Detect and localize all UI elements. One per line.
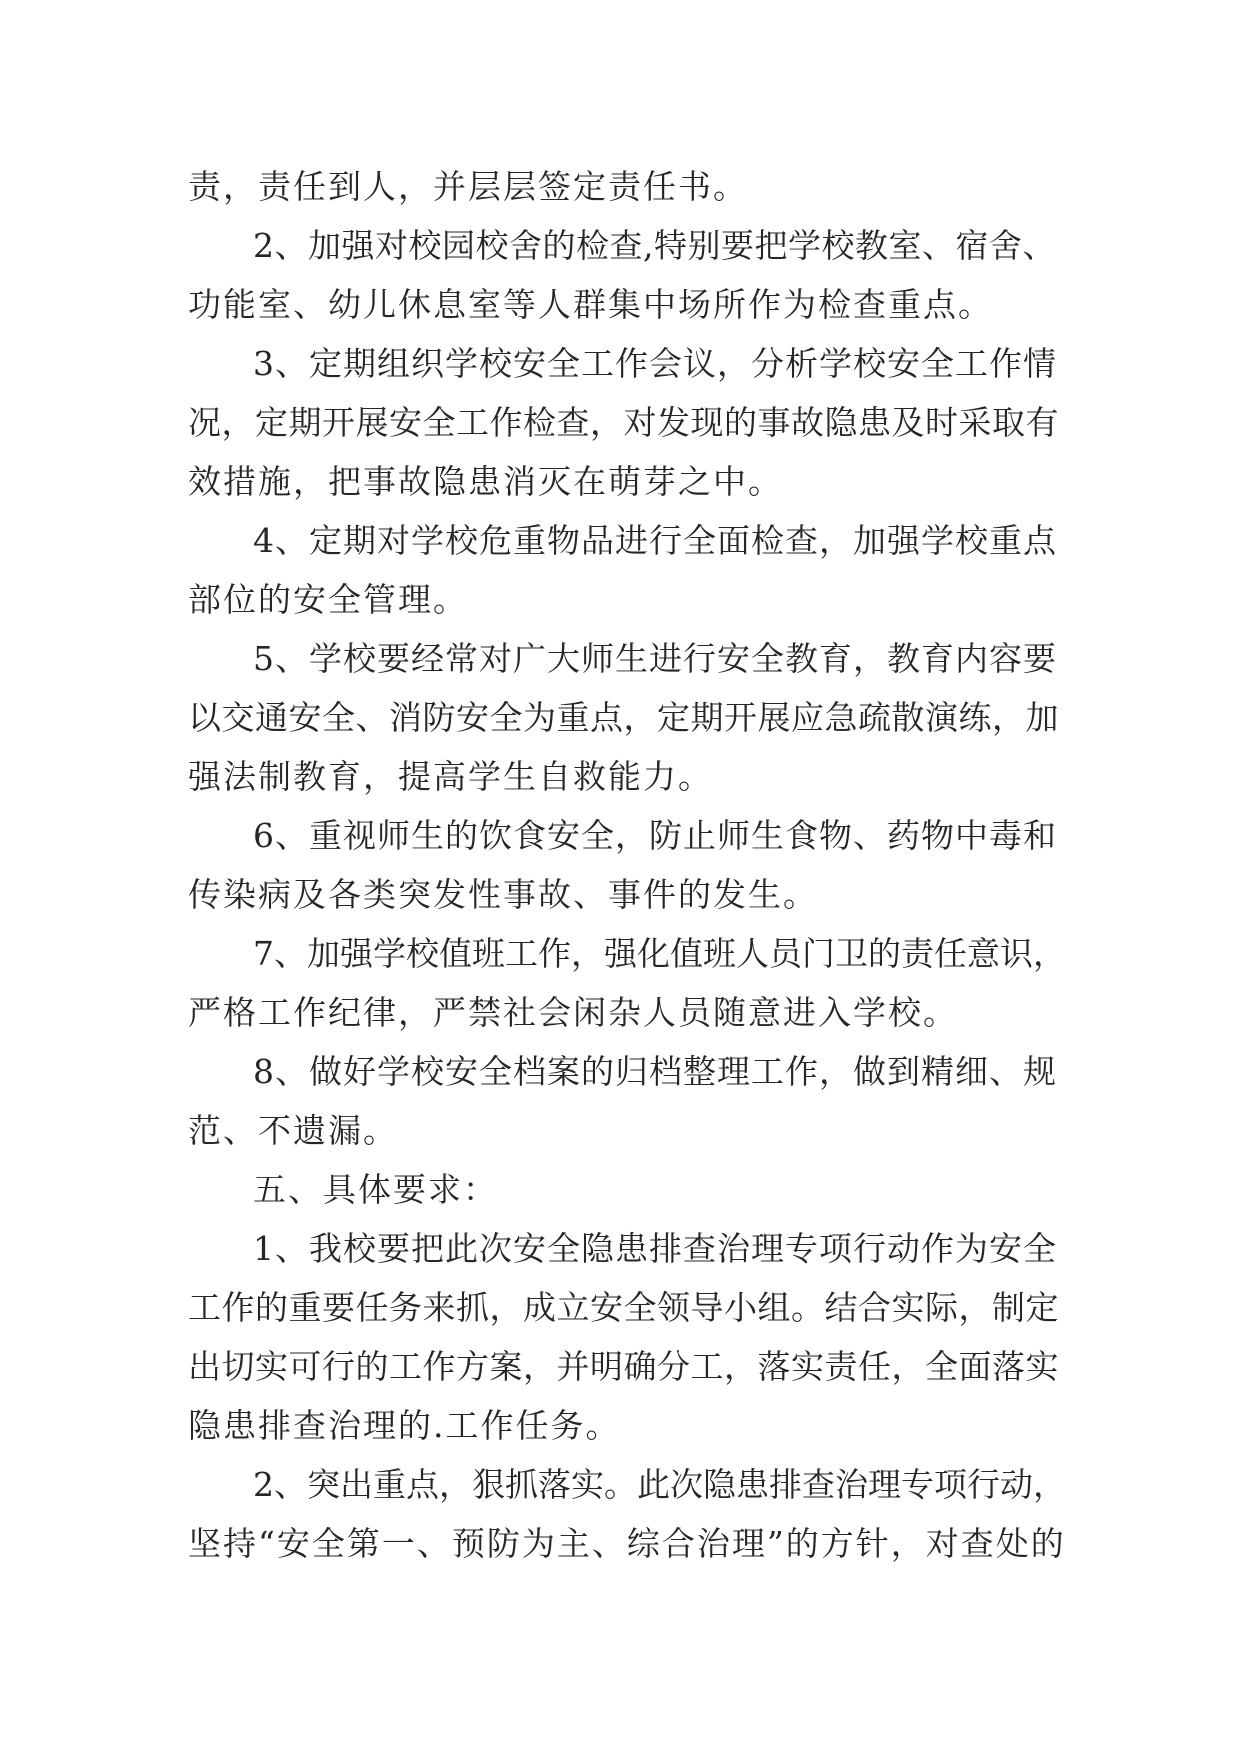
text-line: 3、定期组织学校安全工作会议，分析学校安全工作情 (253, 344, 1057, 383)
text-line: 强法制教育，提高学生自救能力。 (188, 757, 713, 796)
text-line: 5、学校要经常对广大师生进行安全教育，教育内容要 (253, 639, 1057, 678)
text-line: 传染病及各类突发性事故、事件的发生。 (188, 875, 818, 914)
text-line: 出切实可行的工作方案，并明确分工，落实责任，全面落实 (188, 1347, 1059, 1386)
text-line: 坚持“安全第一、预防为主、综合治理”的方针，对查处的 (188, 1524, 1066, 1563)
text-line: 工作的重要任务来抓，成立安全领导小组。结合实际，制定 (188, 1288, 1059, 1327)
text-line: 2、加强对校园校舍的检查,特别要把学校教室、宿舍、 (253, 226, 1056, 265)
text-line: 范、不遗漏。 (188, 1111, 398, 1150)
text-line: 部位的安全管理。 (188, 580, 468, 619)
section-heading: 五、具体要求： (253, 1170, 498, 1209)
document-body (188, 157, 1068, 1573)
text-line: 1、我校要把此次安全隐患排查治理专项行动作为安全 (253, 1229, 1057, 1268)
text-line: 8、做好学校安全档案的归档整理工作，做到精细、规 (253, 1052, 1057, 1091)
text-line: 功能室、幼儿休息室等人群集中场所作为检查重点。 (188, 285, 993, 324)
text-line: 7、加强学校值班工作，强化值班人员门卫的责任意识， (253, 934, 1066, 973)
text-line: 责，责任到人，并层层签定责任书。 (188, 167, 748, 206)
text-line: 6、重视师生的饮食安全，防止师生食物、药物中毒和 (253, 816, 1057, 855)
text-line: 2、突出重点，狠抓落实。此次隐患排查治理专项行动， (253, 1465, 1066, 1504)
text-line: 效措施，把事故隐患消灭在萌芽之中。 (188, 462, 783, 501)
text-line: 况，定期开展安全工作检查，对发现的事故隐患及时采取有 (188, 403, 1059, 442)
text-line: 以交通安全、消防安全为重点，定期开展应急疏散演练，加 (188, 698, 1059, 737)
text-line: 4、定期对学校危重物品进行全面检查，加强学校重点 (253, 521, 1057, 560)
text-line: 严格工作纪律，严禁社会闲杂人员随意进入学校。 (188, 993, 958, 1032)
text-line: 隐患排查治理的.工作任务。 (188, 1406, 621, 1445)
